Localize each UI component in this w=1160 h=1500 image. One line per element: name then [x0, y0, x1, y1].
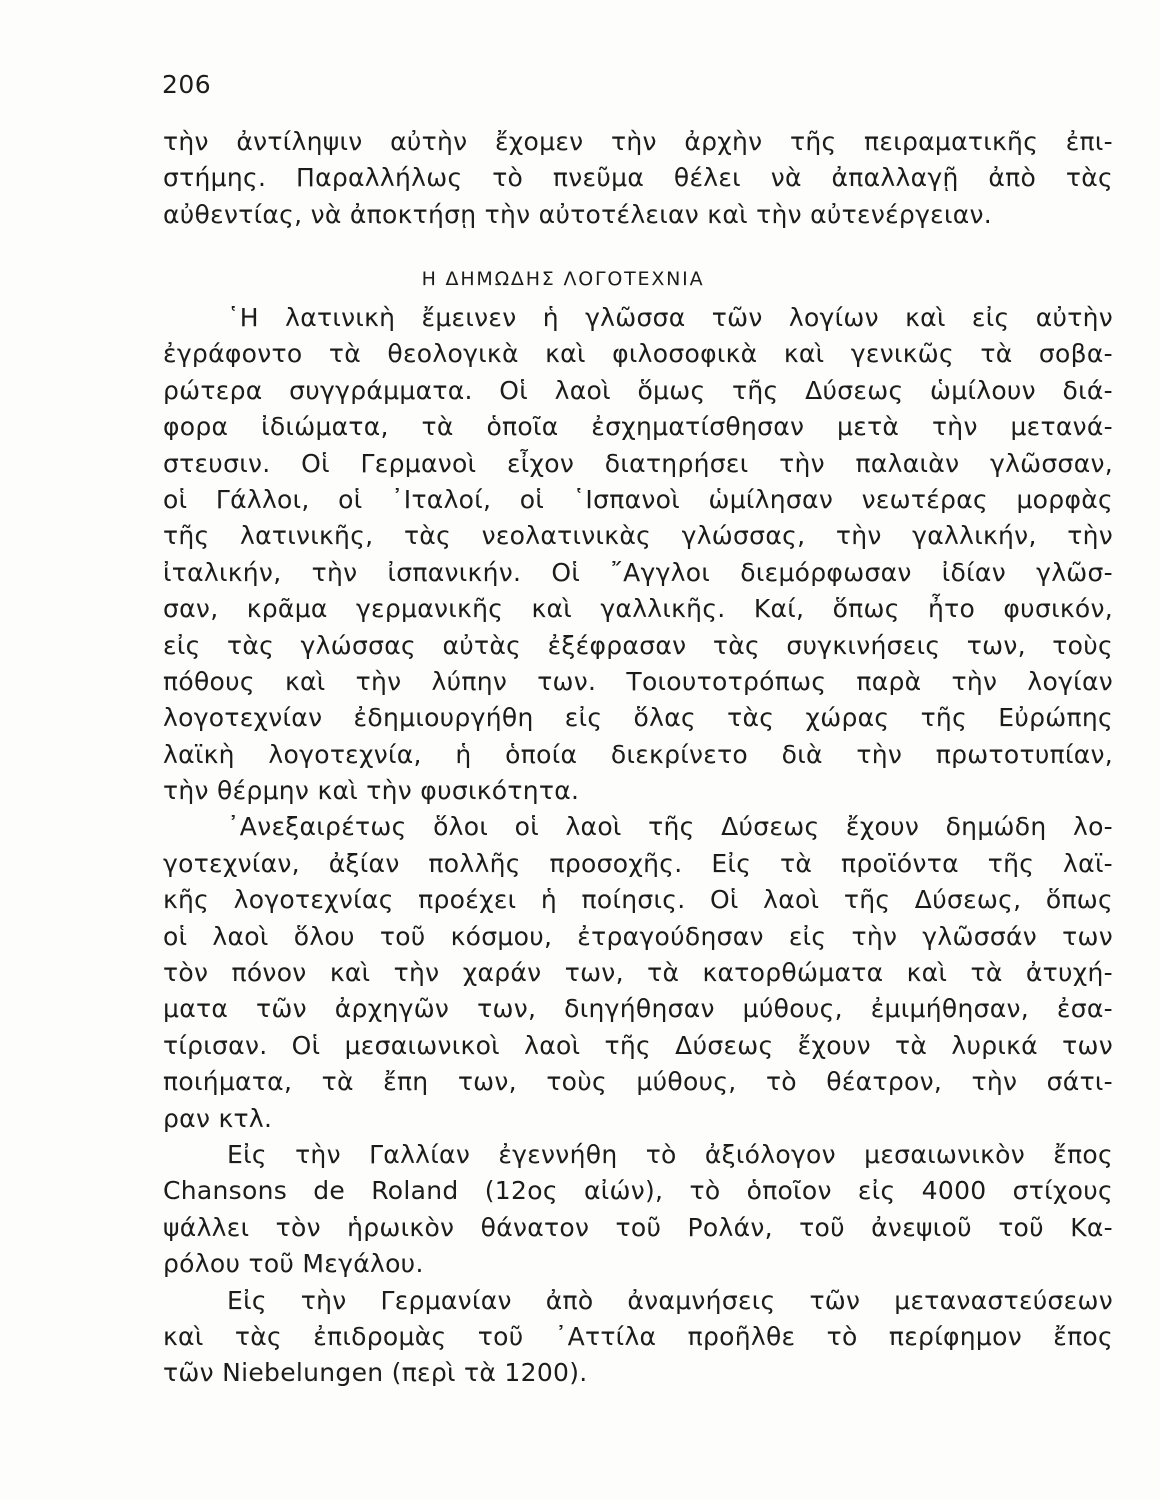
- text-line: ματα τῶν ἀρχηγῶν των, διηγήθησαν μύθους, ἐμιμήθησαν, ἐσα-: [163, 994, 1113, 1024]
- text-line: τὸν πόνον καὶ τὴν χαράν των, τὰ κατορθώματα καὶ τὰ ἀτυχή-: [163, 958, 1113, 988]
- text-line: εἰς τὰς γλώσσας αὐτὰς ἐξέφρασαν τὰς συγκινήσεις των, τοὺς: [163, 630, 1113, 660]
- intro-paragraph: [163, 124, 1113, 233]
- text-line: πόθους καὶ τὴν λύπην των. Τοιουτοτρόπως παρὰ τὴν λογίαν: [163, 666, 1113, 696]
- section-body: [163, 300, 1113, 1392]
- text-line: οἱ Γάλλοι, οἱ ᾿Ιταλοί, οἱ ῾Ισπανοὶ ὡμίλησαν νεωτέρας μορφὰς: [163, 484, 1113, 514]
- text-line: ἐγράφοντο τὰ θεολογικὰ καὶ φιλοσοφικὰ καὶ γενικῶς τὰ σοβα-: [163, 339, 1113, 369]
- text-line: τίρισαν. Οἱ μεσαιωνικοὶ λαοὶ τῆς Δύσεως ἔχουν τὰ λυρικά των: [163, 1030, 1113, 1060]
- text-line: ἰταλικήν, τὴν ἰσπανικήν. Οἱ ῎Αγγλοι διεμόρφωσαν ἰδίαν γλῶσ-: [163, 557, 1113, 587]
- text-line: γοτεχνίαν, ἀξίαν πολλῆς προσοχῆς. Εἰς τὰ προϊόντα τῆς λαϊ-: [163, 848, 1113, 878]
- text-line: καὶ τὰς ἐπιδρομὰς τοῦ ᾿Αττίλα προῆλθε τὸ περίφημον ἔπος: [163, 1321, 1113, 1351]
- text-line: στευσιν. Οἱ Γερμανοὶ εἶχον διατηρήσει τὴν παλαιὰν γλῶσσαν,: [163, 448, 1113, 478]
- text-line: ποιήματα, τὰ ἔπη των, τοὺς μύθους, τὸ θέατρον, τὴν σάτι-: [163, 1067, 1113, 1097]
- text-line: οἱ λαοὶ ὅλου τοῦ κόσμου, ἐτραγούδησαν εἰς τὴν γλῶσσάν των: [163, 921, 1113, 951]
- text-line: σαν, κρᾶμα γερμανικῆς καὶ γαλλικῆς. Καί, ὅπως ἦτο φυσικόν,: [163, 594, 1113, 624]
- text-line: τῆς λατινικῆς, τὰς νεολατινικὰς γλώσσας, τὴν γαλλικήν, τὴν: [163, 521, 1113, 551]
- text-line: στήμης. Παραλλήλως τὸ πνεῦμα θέλει νὰ ἀπαλλαγῇ ἀπὸ τὰς: [163, 163, 1113, 193]
- text-line: ᾿Ανεξαιρέτως ὅλοι οἱ λαοὶ τῆς Δύσεως ἔχουν δημώδη λο-: [227, 812, 1113, 842]
- text-line: Εἰς τὴν Γερμανίαν ἀπὸ ἀναμνήσεις τῶν μεταναστεύσεων: [227, 1285, 1113, 1315]
- text-line: τὴν ἀντίληψιν αὐτὴν ἔχομεν τὴν ἀρχὴν τῆς πειραματικῆς ἐπι-: [163, 127, 1113, 156]
- text-line: λογοτεχνίαν ἐδημιουργήθη εἰς ὅλας τὰς χώρας τῆς Εὐρώπης: [163, 703, 1113, 733]
- text-line: Εἰς τὴν Γαλλίαν ἐγεννήθη τὸ ἀξιόλογον μεσαιωνικὸν ἔπος: [227, 1139, 1113, 1169]
- section-heading: Η ΔΗΜΩΔΗΣ ΛΟΓΟΤΕΧΝΙΑ: [421, 268, 705, 290]
- text-line: κῆς λογοτεχνίας προέχει ἡ ποίησις. Οἱ λαοὶ τῆς Δύσεως, ὅπως: [163, 885, 1113, 915]
- text-line: ψάλλει τὸν ἡρωικὸν θάνατον τοῦ Ρολάν, τοῦ ἀνεψιοῦ τοῦ Κα-: [163, 1212, 1113, 1242]
- text-line: Chansons de Roland (12ος αἰών), τὸ ὁποῖον εἰς 4000 στίχους: [163, 1176, 1113, 1206]
- text-line: ῾Η λατινικὴ ἔμεινεν ἡ γλῶσσα τῶν λογίων καὶ εἰς αὐτὴν: [227, 303, 1113, 332]
- text-line: φορα ἰδιώματα, τὰ ὁποῖα ἐσχηματίσθησαν μετὰ τὴν μετανά-: [163, 412, 1113, 442]
- text-line: λαϊκὴ λογοτεχνία, ἡ ὁποία διεκρίνετο διὰ τὴν πρωτοτυπίαν,: [163, 739, 1113, 769]
- text-line: αὐθεντίας, νὰ ἀποκτήσῃ τὴν αὐτοτέλειαν καὶ τὴν αὐτενέργειαν.: [163, 199, 993, 229]
- text-line: ρώτερα συγγράμματα. Οἱ λαοὶ ὅμως τῆς Δύσεως ὡμίλουν διά-: [163, 375, 1113, 405]
- text-line: ραν κτλ.: [163, 1103, 273, 1133]
- text-line: τῶν Niebelungen (περὶ τὰ 1200).: [163, 1358, 588, 1388]
- text-line: ρόλου τοῦ Μεγάλου.: [163, 1249, 424, 1279]
- text-line: τὴν θέρμην καὶ τὴν φυσικότητα.: [163, 776, 580, 806]
- page-number: 206: [162, 70, 212, 99]
